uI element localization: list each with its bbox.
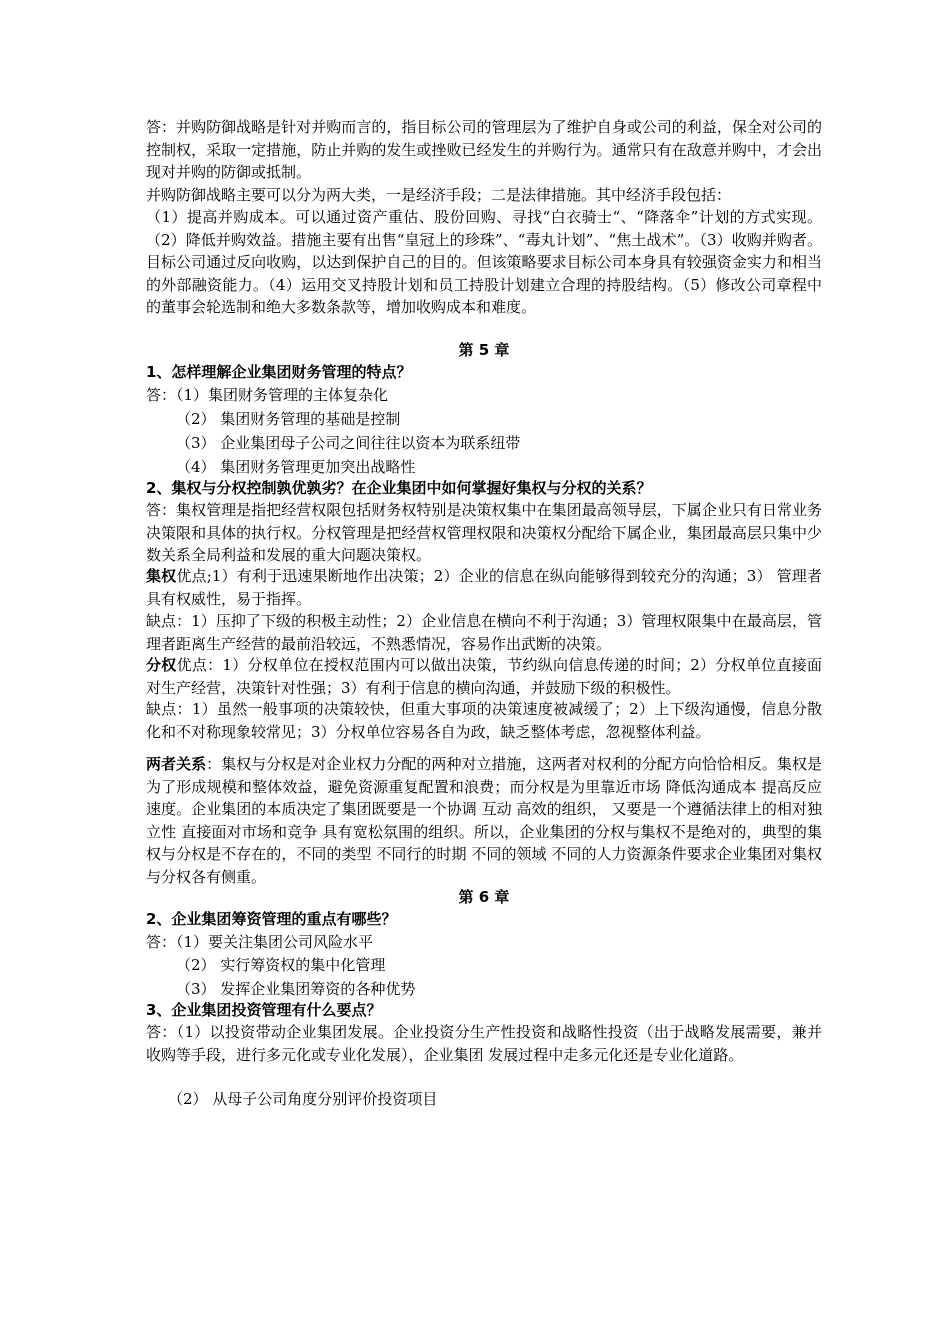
- decentralized-pros: [146, 654, 822, 699]
- chapter-6-title: 第 6 章: [458, 888, 510, 906]
- relation-text: ：集权与分权是对企业权力分配的两种对立措施，这两者对权利的分配方向恰恰相反。集权是为了形成规模和整体效益，避免资源重复配置和浪费；而分权是为里靠近市场 降低沟通成本 提高反应速度。企业集团的本质决定了集团既要是一个协调 互动 高效的组织， 又要是一个遵循法律上的相对独立性 直接面对市场和竞争 具有宽松氛围的组织。所以，企业集团的分权与集权不是绝对的，典型的集权与分权是不存在的，不同的类型 不同行的时期 不同的领域 不同的人力资源条件要求企业集团对集权与分权各有侧重。: [146, 755, 822, 886]
- intro-paragraph-economic-means: （1）提高并购成本。可以通过资产重估、股份回购、寻找“白衣骑士“、“降落伞”计划的方式实现。（2）降低并购效益。措施主要有出售“皇冠上的珍珠”、“毒丸计划”、“焦土战术”。（3）收购并购者。目标公司通过反向收购，以达到保护自己的目的。但该策略要求目标公司本身具有较强资金实力和相当的外部融资能力。（4）运用交叉持股计划和员工持股计划建立合理的持股结构。（5）修改公司章程中的董事会轮选制和绝大多数条款等，增加收购成本和难度。: [146, 208, 822, 316]
- chapter5-q1-item-2: （2） 集团财务管理的基础是控制: [176, 410, 401, 428]
- decentralized-pros-text: 优点：1）分权单位在授权范围内可以做出决策，节约纵向信息传递的时间；2）分权单位直接面对生产经营，决策针对性强；3）有利于信息的横向沟通，并鼓励下级的积极性。: [146, 656, 822, 697]
- relation-label: 两者关系: [146, 755, 207, 773]
- chapter5-q2-answer: 答：集权管理是指把经营权限包括财务权特别是决策权集中在集团最高领导层，下属企业只有日常业务决策限和具体的执行权。分权管理是把经营权管理权限和决策权分配给下属企业，集团最高层只集中少数关系全局利益和发展的重大问题决策权。: [146, 501, 822, 564]
- intro-paragraph-categories: 并购防御战略主要可以分为两大类，一是经济手段；二是法律措施。其中经济手段包括：: [146, 186, 732, 204]
- chapter6-q3-item-2: （2） 从母子公司角度分别评价投资项目: [168, 1090, 438, 1108]
- chapter5-question-2: 2、集权与分权控制孰优孰劣？在企业集团中如何掌握好集权与分权的关系？: [146, 479, 652, 497]
- centralized-pros: [146, 565, 822, 610]
- decentralized-cons: 缺点：1）虽然一般事项的决策较快，但重大事项的决策速度被减缓了；2）上下级沟通慢，信息分散化和不对称现象较常见；3）分权单位容易各自为政，缺乏整体考虑，忽视整体利益。: [146, 700, 822, 741]
- chapter6-question-2: 2、企业集团筹资管理的重点有哪些？: [146, 910, 397, 928]
- chapter5-question-1: 1、怎样理解企业集团财务管理的特点？: [146, 363, 412, 381]
- centralized-cons: 缺点：1）压抑了下级的积极主动性；2）企业信息在横向不利于沟通；3）管理权限集中在最高层，管理者距离生产经营的最前沿较远，不熟悉情况，容易作出武断的决策。: [146, 612, 822, 653]
- centralized-pros-text: 优点;1）有利于迅速果断地作出决策；2）企业的信息在纵向能够得到较充分的沟通；3） 管理者具有权威性，易于指挥。: [146, 567, 822, 608]
- chapter5-q1-answer-lead: 答：（1）集团财务管理的主体复杂化: [146, 386, 389, 404]
- chapter5-q1-item-3: （3） 企业集团母子公司之间往往以资本为联系纽带: [176, 434, 521, 452]
- chapter-5-title: 第 5 章: [458, 341, 510, 359]
- chapter6-q2-item-2: （2） 实行筹资权的集中化管理: [176, 956, 386, 974]
- relation-paragraph: [146, 753, 822, 888]
- chapter6-q3-answer: 答：（1）以投资带动企业集团发展。企业投资分生产性投资和战略性投资（出于战略发展需要，兼并收购等手段，进行多元化或专业化发展），企业集团 发展过程中走多元化还是专业化道路。: [146, 1023, 822, 1064]
- centralized-label: 集权: [146, 567, 177, 585]
- chapter6-question-3: 3、企业集团投资管理有什么要点？: [146, 1001, 382, 1019]
- chapter5-q1-item-4: （4） 集团财务管理更加突出战略性: [176, 458, 416, 476]
- chapter6-q2-item-3: （3） 发挥企业集团筹资的各种优势: [176, 980, 416, 998]
- decentralized-label: 分权: [146, 656, 177, 674]
- chapter6-q2-answer-lead: 答：（1）要关注集团公司风险水平: [146, 933, 374, 951]
- intro-paragraph-definition: 答：并购防御战略是针对并购而言的，指目标公司的管理层为了维护自身或公司的利益，保全对公司的控制权，采取一定措施，防止并购的发生或挫败已经发生的并购行为。通常只有在敌意并购中，才会出现对并购的防御或抵制。: [146, 118, 822, 181]
